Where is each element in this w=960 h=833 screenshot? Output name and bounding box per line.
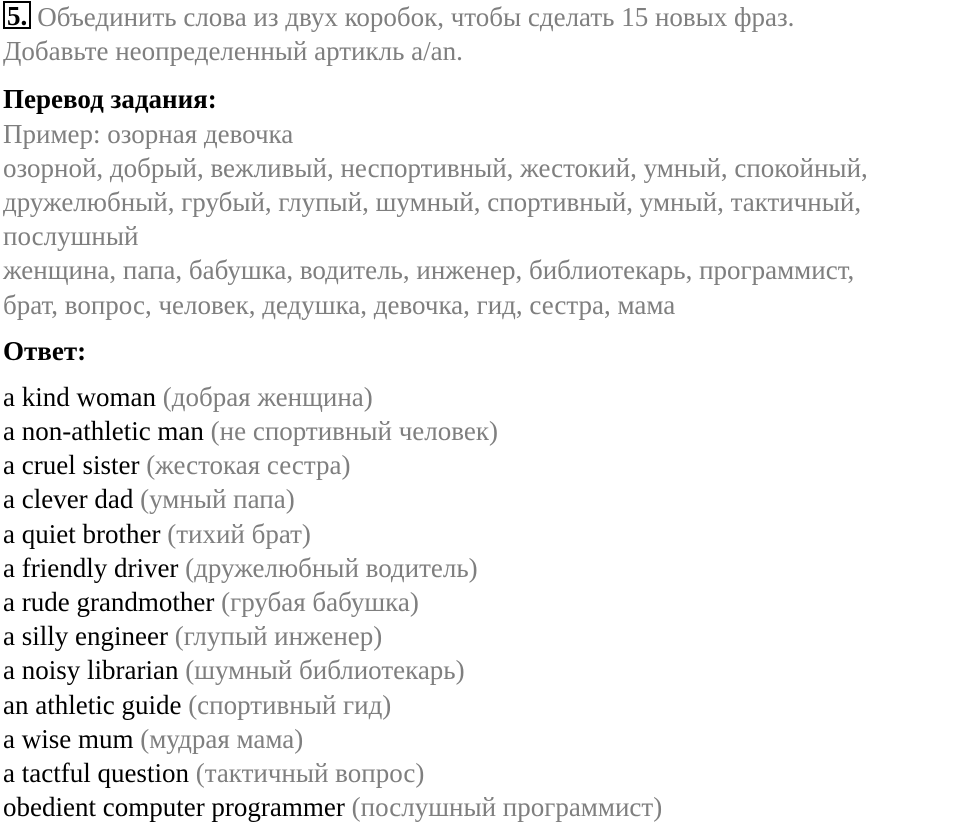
answer-english: a rude grandmother bbox=[3, 587, 215, 617]
answer-english: a wise mum bbox=[3, 723, 134, 754]
translation-line: брат, вопрос, человек, дедушка, девочка, гид, сестра, мама bbox=[3, 289, 676, 320]
answer-russian: (глупый инженер) bbox=[174, 621, 383, 652]
answer-item bbox=[3, 585, 958, 619]
answer-russian: (жестокая сестра) bbox=[146, 450, 351, 481]
answer-english: a silly engineer bbox=[3, 621, 168, 652]
answer-english: a non-athletic man bbox=[3, 416, 204, 447]
answer-english: obedient computer programmer bbox=[3, 792, 345, 823]
answer-russian: (спортивный гид) bbox=[188, 689, 392, 720]
answer-item bbox=[3, 790, 958, 824]
answer-english: a kind woman bbox=[3, 381, 156, 412]
answer-russian: (послушный программист) bbox=[351, 792, 663, 823]
task-number-box: 5. bbox=[3, 1, 31, 29]
answer-item bbox=[3, 448, 958, 482]
answer-russian: (тихий брат) bbox=[167, 518, 311, 549]
answer-item bbox=[3, 482, 958, 516]
answer-heading: Ответ: bbox=[3, 335, 87, 366]
task-line-2: Добавьте неопределенный артикль a/an. bbox=[3, 36, 463, 67]
document-page bbox=[3, 0, 958, 824]
answer-russian: (не спортивный человек) bbox=[210, 416, 498, 447]
translation-line: Пример: озорная девочка bbox=[3, 118, 294, 149]
answer-item bbox=[3, 414, 958, 448]
answer-russian: (умный папа) bbox=[140, 484, 295, 515]
answer-english: a friendly driver bbox=[3, 552, 179, 583]
answer-russian: (грубая бабушка) bbox=[221, 587, 419, 617]
answer-item bbox=[3, 756, 958, 790]
answer-item bbox=[3, 688, 958, 722]
task-line-1 bbox=[3, 0, 958, 34]
answer-russian: (шумный библиотекарь) bbox=[185, 655, 465, 686]
answer-russian: (мудрая мама) bbox=[140, 723, 304, 754]
answer-item bbox=[3, 722, 958, 756]
answer-russian: (тактичный вопрос) bbox=[195, 757, 425, 788]
answer-english: a clever dad bbox=[3, 484, 134, 515]
answer-english: an athletic guide bbox=[3, 689, 182, 720]
answer-english: a quiet brother bbox=[3, 518, 161, 549]
translation-line: озорной, добрый, вежливый, неспортивный, жестокий, умный, спокойный, bbox=[3, 152, 868, 183]
answer-item bbox=[3, 653, 958, 687]
answer-english: a noisy librarian bbox=[3, 655, 179, 686]
task-instruction-text: Объединить слова из двух коробок, чтобы сделать 15 новых фраз. bbox=[37, 2, 795, 32]
answer-russian: (дружелюбный водитель) bbox=[185, 552, 478, 583]
answer-list bbox=[3, 380, 958, 824]
answer-item bbox=[3, 380, 958, 414]
answer-english: a tactful question bbox=[3, 757, 189, 788]
answer-english: a cruel sister bbox=[3, 450, 140, 481]
answer-item bbox=[3, 551, 958, 585]
translation-line: послушный bbox=[3, 221, 139, 252]
translation-line: дружелюбный, грубый, глупый, шумный, спортивный, умный, тактичный, bbox=[3, 186, 862, 217]
answer-item bbox=[3, 619, 958, 653]
answer-item bbox=[3, 517, 958, 551]
answer-russian: (добрая женщина) bbox=[162, 381, 373, 412]
translation-line: женщина, папа, бабушка, водитель, инженер, библиотекарь, программист, bbox=[3, 255, 855, 286]
translation-heading: Перевод задания: bbox=[3, 84, 217, 115]
